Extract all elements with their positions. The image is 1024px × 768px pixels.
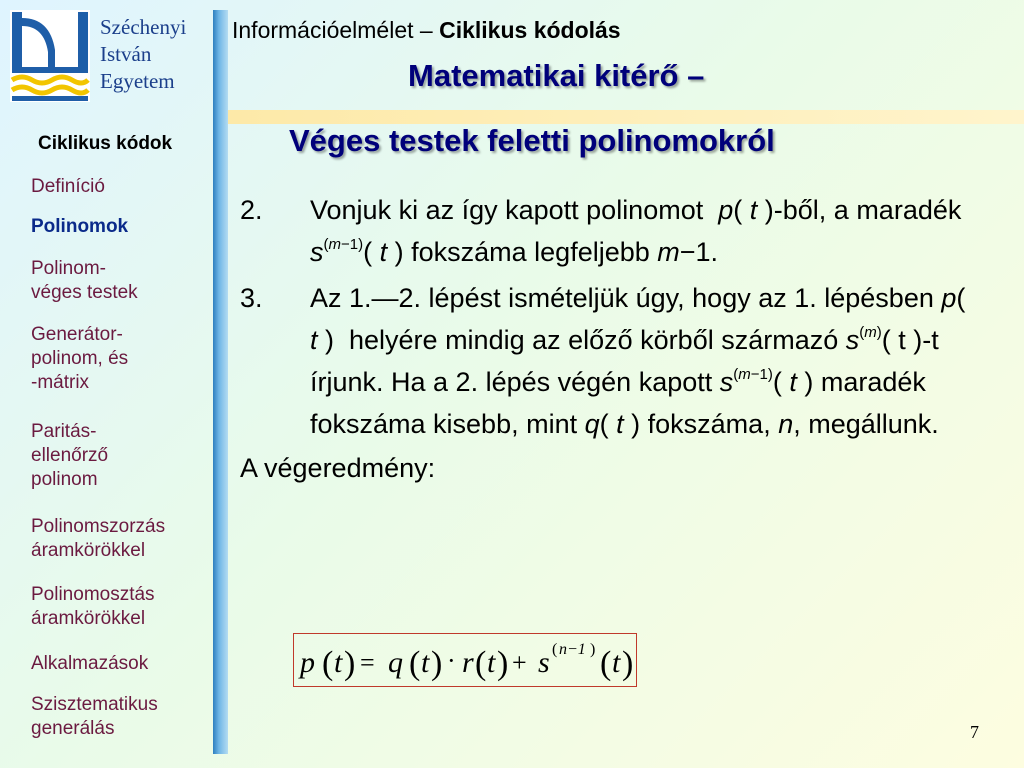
university-name bbox=[100, 14, 215, 95]
formula-dot: · bbox=[447, 646, 456, 675]
formula-svg bbox=[294, 634, 636, 686]
formula-t: t bbox=[421, 646, 430, 679]
formula-s: s bbox=[538, 646, 550, 679]
sidebar-item-polinomosztas[interactable] bbox=[31, 583, 211, 631]
sidebar-heading: Ciklikus kódok bbox=[38, 133, 173, 154]
formula-t: t bbox=[487, 646, 496, 679]
sidebar-item-generator-polinom[interactable] bbox=[31, 323, 211, 395]
slide-title-line1: Matematikai kitérő – bbox=[408, 58, 705, 93]
sidebar-item-szisztematikus-generalas[interactable] bbox=[31, 693, 211, 741]
formula-p: p bbox=[300, 646, 315, 679]
vertical-divider-bar bbox=[213, 10, 228, 754]
sidebar-item-label: Polinom- bbox=[31, 258, 106, 279]
university-logo bbox=[10, 10, 90, 102]
university-name-line3: Egyetem bbox=[100, 69, 175, 93]
result-formula bbox=[293, 633, 637, 687]
step-3-text: Az 1.—2. lépést ismételjük úgy, hogy az 1. lépésben p( t ) helyére mindig az előző körből származó $s^{(m)}$( t )-t írjunk. Ha a 2. lépés végén kapott $s^{(m-1)}$( t ) maradék fokszáma kisebb, mint q( t ) fokszáma, n, megállunk. bbox=[310, 283, 966, 439]
list-number: 2. bbox=[240, 195, 263, 225]
sidebar-item-polinom-veges-testek[interactable] bbox=[31, 257, 211, 305]
sidebar-item-label: polinom, és bbox=[31, 348, 129, 369]
sidebar-item-polinomok[interactable] bbox=[31, 215, 211, 239]
sidebar-item-label: Szisztematikus bbox=[31, 694, 158, 715]
formula-q: q bbox=[388, 646, 403, 679]
sidebar-item-label: Polinomok bbox=[31, 216, 129, 237]
sidebar-item-label: ellenőrző bbox=[31, 445, 109, 466]
page-number: 7 bbox=[970, 722, 979, 742]
sidebar-item-label: Generátor- bbox=[31, 324, 123, 345]
formula-paren: ) bbox=[622, 645, 634, 682]
sidebar-item-label: áramkörökkel bbox=[31, 608, 146, 629]
formula-t: t bbox=[612, 646, 621, 679]
sidebar-item-alkalmazasok[interactable] bbox=[31, 652, 211, 676]
sidebar-item-polinomszorzas[interactable] bbox=[31, 515, 211, 563]
sidebar-item-paritas-ellenorzo[interactable] bbox=[31, 420, 211, 492]
formula-paren: ( bbox=[322, 645, 334, 682]
formula-r: r bbox=[462, 646, 474, 679]
sidebar-item-label: Alkalmazások bbox=[31, 653, 149, 674]
formula-plus: + bbox=[512, 648, 527, 677]
formula-paren: ( bbox=[409, 645, 421, 682]
sidebar-item-label: Paritás- bbox=[31, 421, 97, 442]
sidebar-item-label: generálás bbox=[31, 718, 115, 739]
course-subtitle bbox=[232, 17, 621, 44]
formula-paren: ( bbox=[600, 645, 612, 682]
course-name: Információelmélet – bbox=[232, 17, 440, 43]
formula-exp-paren: ) bbox=[590, 641, 596, 658]
formula-paren: ) bbox=[497, 645, 509, 682]
formula-paren: ) bbox=[344, 645, 356, 682]
sidebar-item-definicio[interactable] bbox=[31, 175, 211, 199]
sidebar-item-label: polinom bbox=[31, 469, 98, 490]
list-item-step-3 bbox=[240, 277, 980, 445]
header-divider-bar bbox=[228, 110, 1024, 124]
list-number: 3. bbox=[240, 283, 263, 313]
formula-exp-paren: ( bbox=[552, 641, 558, 658]
formula-exponent: n−1 bbox=[559, 641, 586, 658]
list-item-step-2 bbox=[240, 189, 980, 273]
formula-t: t bbox=[334, 646, 343, 679]
sidebar-item-label: Definíció bbox=[31, 176, 105, 197]
formula-paren: ( bbox=[475, 645, 487, 682]
university-name-line1: Széchenyi bbox=[100, 15, 187, 39]
step-2-text: Vonjuk ki az így kapott polinomot p( t )-ből, a maradék $s^{(m-1)}$( t ) fokszáma legfeljebb m−1. bbox=[310, 195, 969, 267]
sidebar-item-label: Polinomosztás bbox=[31, 584, 155, 605]
slide-title-line2: Véges testek feletti polinomokról bbox=[289, 123, 775, 158]
slide-body bbox=[240, 189, 980, 489]
sidebar-item-label: Polinomszorzás bbox=[31, 516, 166, 537]
university-name-line2: István bbox=[100, 42, 152, 66]
topic-name: Ciklikus kódolás bbox=[439, 17, 621, 43]
formula-paren: ) bbox=[431, 645, 443, 682]
result-label: A végeredmény: bbox=[240, 453, 436, 483]
sidebar-item-label: -mátrix bbox=[31, 372, 90, 393]
formula-equals: = bbox=[360, 648, 375, 677]
sidebar-item-label: áramkörökkel bbox=[31, 540, 146, 561]
sidebar-item-label: véges testek bbox=[31, 282, 138, 303]
